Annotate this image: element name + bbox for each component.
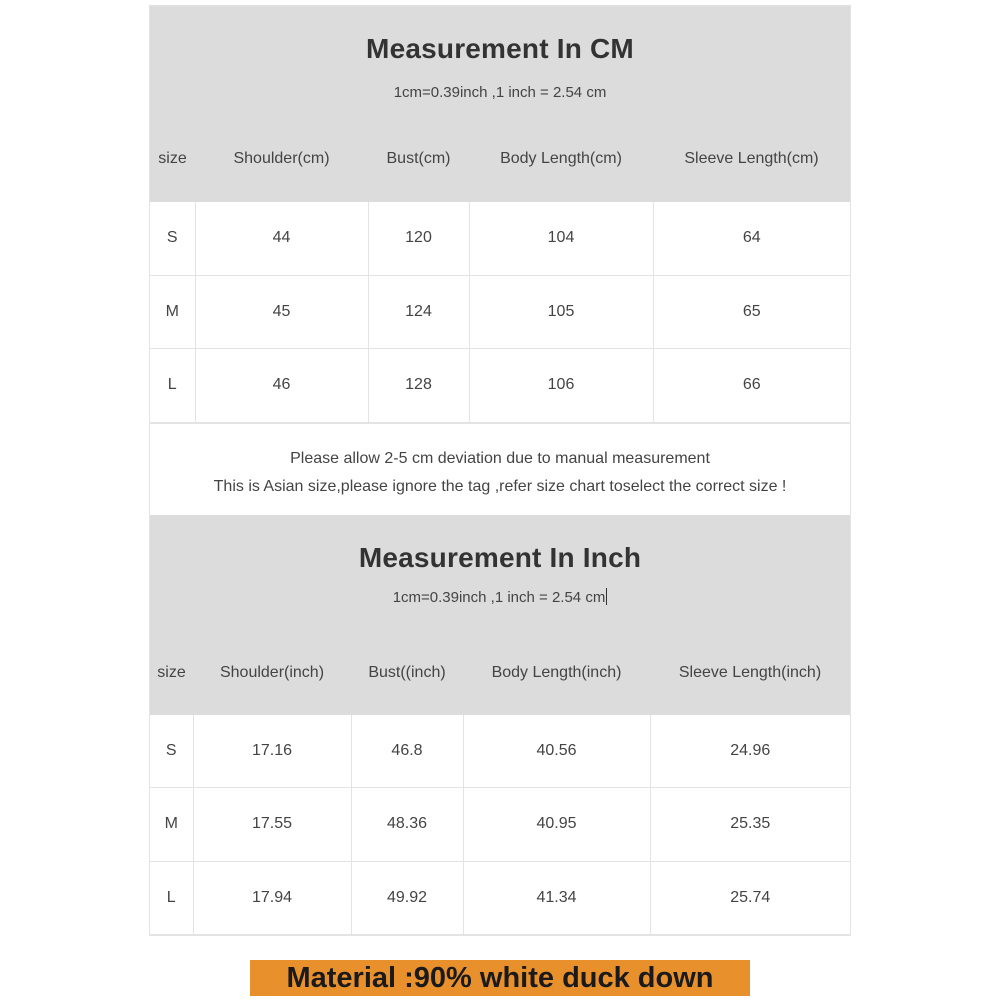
shoulder-cell: 17.94 [193,861,351,935]
inch-header-body-length: Body Length(inch) [491,663,622,681]
bust-cell: 124 [368,275,469,349]
cm-conversion-note: 1cm=0.39inch ,1 inch = 2.54 cm [393,84,607,101]
material-banner: Material :90% white duck down [250,960,750,996]
inch-header-shoulder: Shoulder(inch) [219,663,325,681]
shoulder-cell: 44 [195,202,368,275]
shoulder-cell: 45 [195,275,368,349]
sleeve-length-cell: 25.35 [650,788,850,862]
sleeve-length-cell: 65 [653,275,850,349]
body-length-cell: 106 [469,349,653,423]
cm-header-band [150,6,850,202]
inch-header-band [150,515,850,715]
size-cell: L [150,349,195,423]
table-row [150,861,850,935]
bust-cell: 48.36 [351,788,463,862]
shoulder-cell: 17.55 [193,788,351,862]
size-cell: M [150,788,193,862]
size-chart-sheet [149,5,851,936]
bust-cell: 49.92 [351,861,463,935]
body-length-cell: 40.56 [463,715,650,788]
inch-conversion-text: 1cm=0.39inch ,1 inch = 2.54 cm [392,588,606,606]
cm-title: Measurement In CM [366,33,634,64]
inch-header-bust: Bust((inch) [368,663,446,681]
cm-header-sleeve-length: Sleeve Length(cm) [684,150,819,167]
shoulder-cell: 46 [195,349,368,423]
body-length-cell: 104 [469,202,653,275]
bust-cell: 128 [368,349,469,423]
cm-header-bust: Bust(cm) [386,150,451,167]
size-cell: S [150,715,193,788]
inch-header-size: size [157,663,186,681]
asian-size-note: This is Asian size,please ignore the tag ,refer size chart toselect the correct size ! [213,477,787,495]
table-row [150,202,850,275]
sleeve-length-cell: 66 [653,349,850,423]
inch-size-table [150,715,850,936]
bust-cell: 120 [368,202,469,275]
deviation-note: Please allow 2-5 cm deviation due to manual measurement [290,449,710,467]
inch-header-sleeve-length: Sleeve Length(inch) [678,663,822,681]
size-cell: L [150,861,193,935]
body-length-cell: 105 [469,275,653,349]
cm-header-shoulder: Shoulder(cm) [233,150,330,167]
sleeve-length-cell: 64 [653,202,850,275]
sleeve-length-cell: 25.74 [650,861,850,935]
bust-cell: 46.8 [351,715,463,788]
inch-title: Measurement In Inch [358,541,642,573]
body-length-cell: 40.95 [463,788,650,862]
size-cell: S [150,202,195,275]
size-notes [150,423,850,515]
table-row [150,715,850,788]
cm-header-body-length: Body Length(cm) [500,150,622,167]
size-cell: M [150,275,195,349]
body-length-cell: 41.34 [463,861,650,935]
shoulder-cell: 17.16 [193,715,351,788]
table-row [150,788,850,862]
cm-size-table [150,202,850,423]
cm-header-size: size [158,150,187,167]
table-row [150,275,850,349]
table-row [150,349,850,423]
sleeve-length-cell: 24.96 [650,715,850,788]
